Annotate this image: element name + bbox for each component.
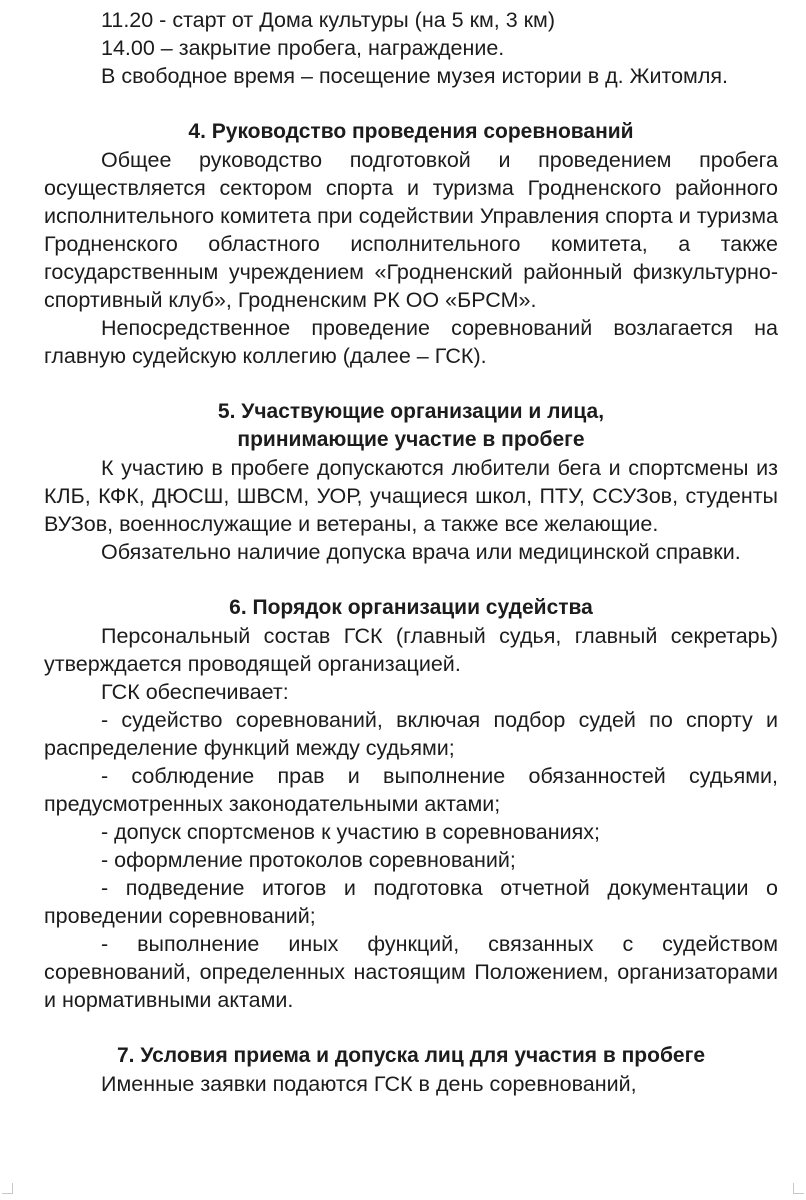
section-5-paragraph-2: Обязательно наличие допуска врача или медицинской справки. (101, 540, 741, 564)
list-item: - судейство соревнований, включая подбор судей по спорту и распределение функций между судьями; (44, 708, 778, 760)
list-item: - оформление протоколов соревнований; (101, 848, 516, 872)
section-5-heading-line-2: принимающие участие в пробеге (237, 428, 585, 451)
section-4-paragraph-1: Общее руководство подготовкой и проведением пробега осуществляется сектором спорта и туризма Гродненского районного исполнительного комитета при содействии Управления спорта и туризма Гродненского областного исполнительного комитета, а также государственным учреждением «Гродненский районный физкультурно-спортивный клуб», Гродненским РК ОО «БРСМ». (44, 148, 778, 312)
schedule-line-closing: 14.00 – закрытие пробега, награждение. (101, 36, 505, 60)
section-5-heading-line-1: 5. Участвующие организации и лица, (217, 400, 605, 423)
spacer (44, 566, 778, 594)
section-4-heading: 4. Руководство проведения соревнований (188, 120, 634, 143)
section-5-paragraph-1: К участию в пробеге допускаются любители бега и спортсмены из КЛБ, КФК, ДЮСШ, ШВСМ, УОР, учащиеся школ, ПТУ, ССУЗов, студенты ВУЗов, военнослужащие и ветераны, а также все желающие. (44, 456, 778, 536)
section-6-paragraph-1: Персональный состав ГСК (главный судья, главный секретарь) утверждается проводящей организацией. (44, 624, 778, 676)
list-item: - подведение итогов и подготовка отчетной документации о проведении соревнований; (44, 876, 778, 928)
section-7-heading: 7. Условия приема и допуска лиц для участия в пробеге (116, 1044, 706, 1067)
list-item: - допуск спортсменов к участию в соревнованиях; (101, 820, 600, 844)
list-item: - соблюдение прав и выполнение обязанностей судьями, предусмотренных законодательными актами; (44, 764, 778, 816)
schedule-line-start: 11.20 - старт от Дома культуры (на 5 км, 3 км) (101, 8, 555, 32)
spacer (44, 1014, 778, 1042)
crop-mark-left (2, 1183, 13, 1194)
crop-mark-right (793, 1183, 804, 1194)
section-6-heading: 6. Порядок организации судейства (229, 596, 593, 619)
spacer (44, 90, 778, 118)
document-page (44, 6, 778, 1098)
section-7-paragraph-1: Именные заявки подаются ГСК в день соревнований, (101, 1072, 637, 1096)
list-item: - выполнение иных функций, связанных с судейством соревнований, определенных настоящим Положением, организаторами и нормативными актами. (44, 932, 778, 1012)
spacer (44, 370, 778, 398)
section-6-paragraph-2: ГСК обеспечивает: (101, 680, 289, 704)
section-4-paragraph-2: Непосредственное проведение соревнований возлагается на главную судейскую коллегию (далее – ГСК). (44, 316, 778, 368)
schedule-line-museum: В свободное время – посещение музея истории в д. Житомля. (101, 64, 728, 88)
